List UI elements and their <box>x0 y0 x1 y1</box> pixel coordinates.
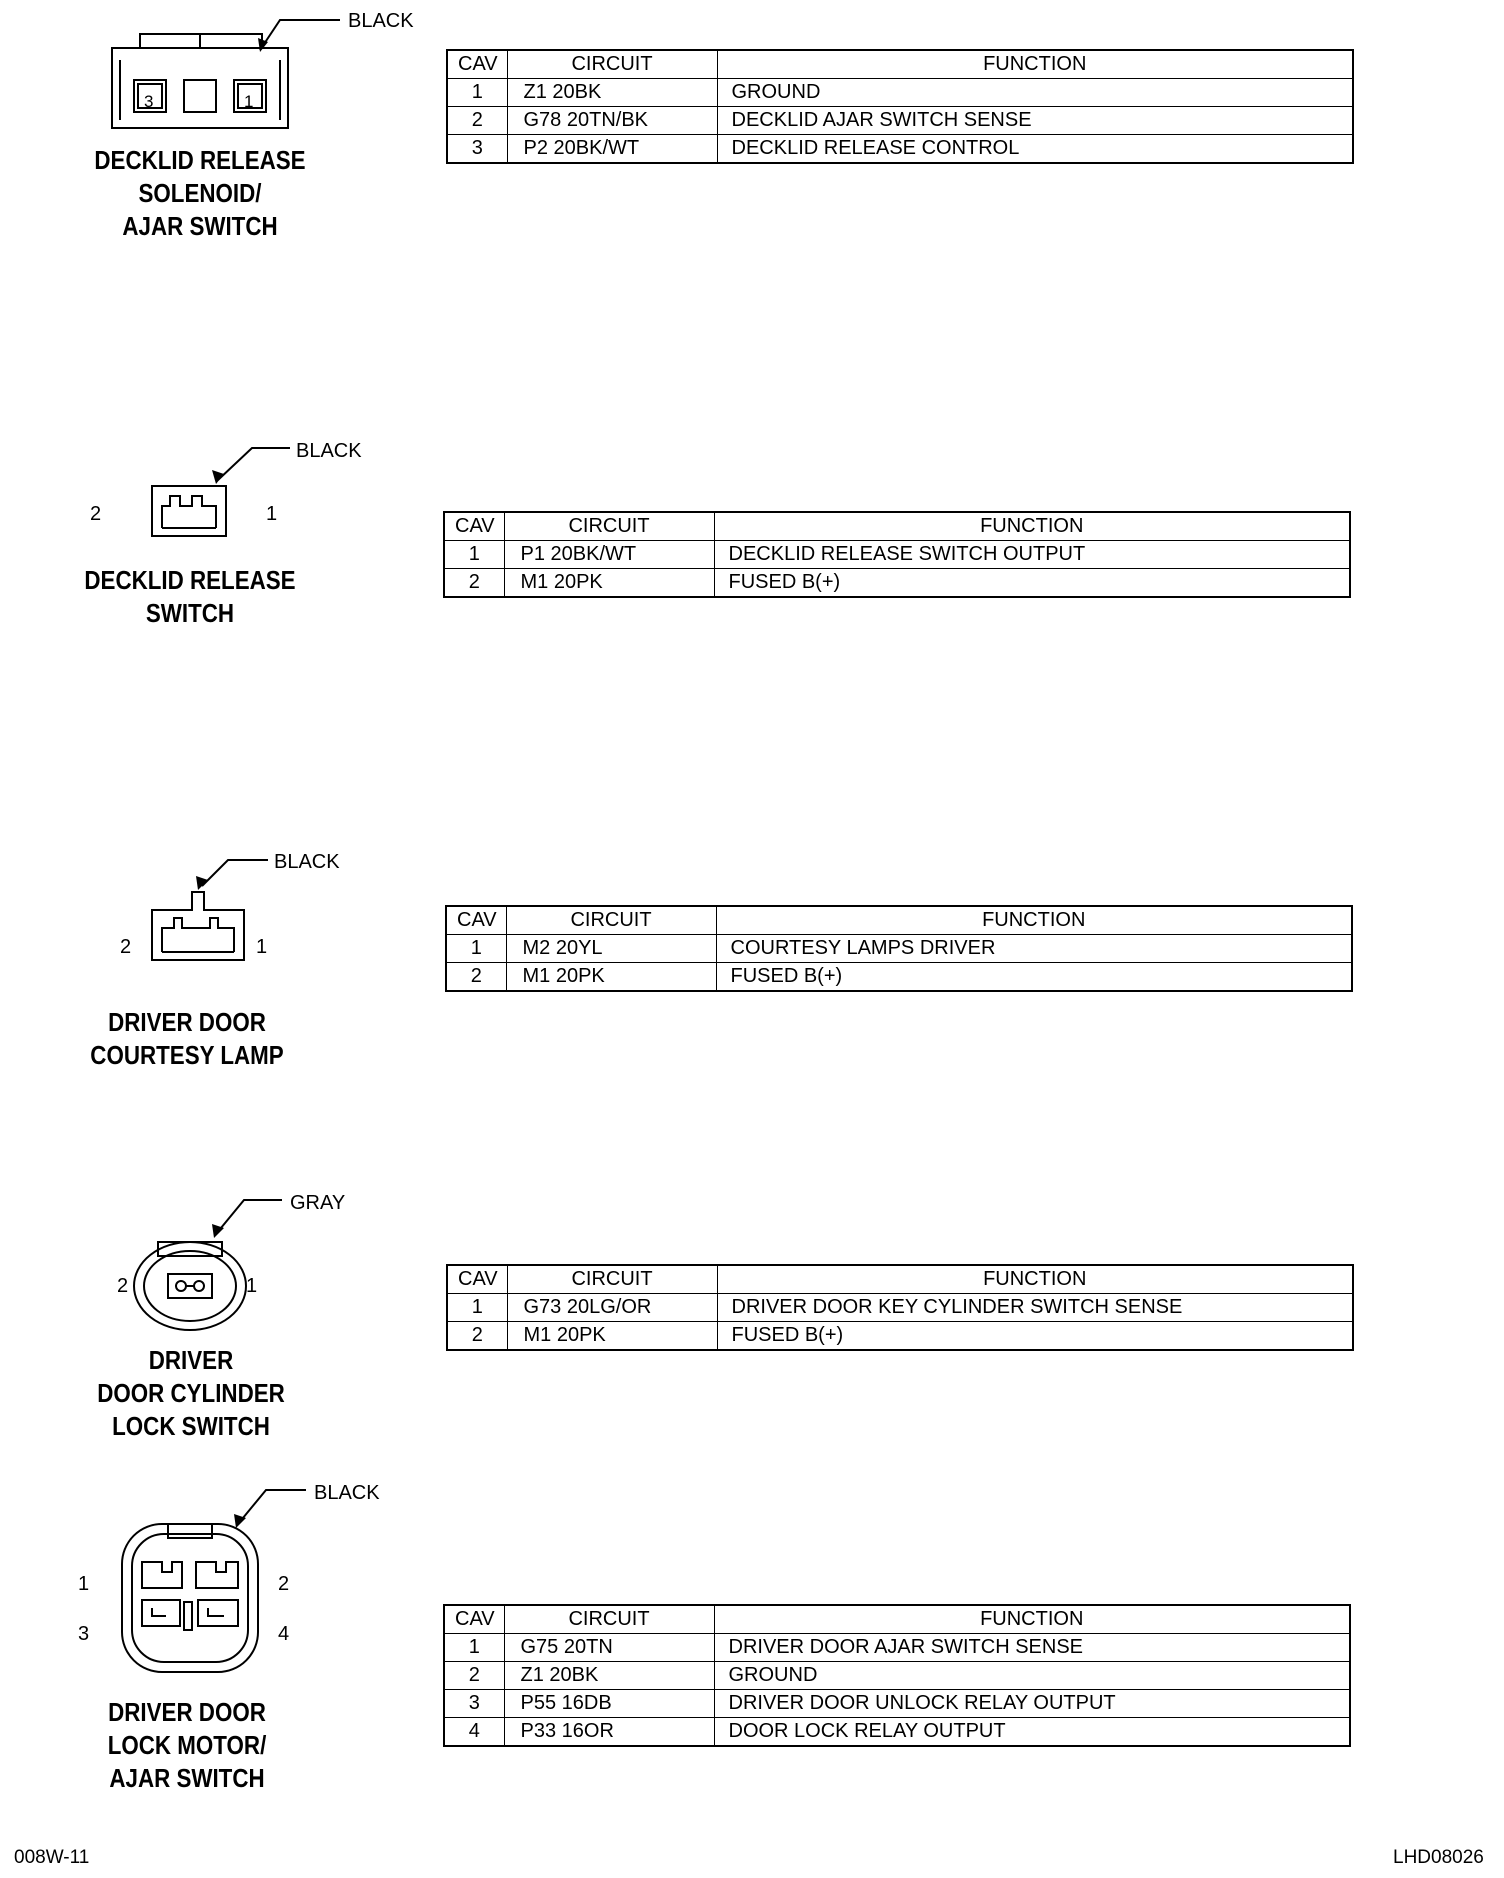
pinout-table <box>445 905 1353 992</box>
circuit-header: CIRCUIT <box>507 50 717 79</box>
cavity-label: 2 <box>117 1275 129 1297</box>
table-header-row <box>447 1265 1353 1294</box>
connector-color-label: BLACK <box>296 440 362 462</box>
connector-title: DRIVER DOOR CYLINDER LOCK SWITCH <box>97 1345 285 1441</box>
function-cell: DRIVER DOOR UNLOCK RELAY OUTPUT <box>714 1690 1350 1718</box>
circuit-cell: P55 16DB <box>504 1690 714 1718</box>
circuit-cell: M1 20PK <box>507 1322 717 1351</box>
function-cell: FUSED B(+) <box>717 1322 1353 1351</box>
cavity-label: 4 <box>278 1623 290 1645</box>
cylinder-lock-switch-connector-drawing <box>120 1200 360 1330</box>
function-cell: GROUND <box>717 79 1353 107</box>
circuit-header: CIRCUIT <box>507 1265 717 1294</box>
cav-cell: 2 <box>447 1322 507 1351</box>
connector-color-label: BLACK <box>314 1482 380 1504</box>
table-row <box>444 1634 1350 1662</box>
connector-title: DRIVER DOOR COURTESY LAMP <box>90 1007 284 1070</box>
table-row <box>444 1718 1350 1747</box>
circuit-cell: P2 20BK/WT <box>507 135 717 164</box>
table-row <box>446 935 1352 963</box>
circuit-header: CIRCUIT <box>504 1605 714 1634</box>
table-header-row <box>444 1605 1350 1634</box>
page-number: 008W-11 <box>14 1847 90 1868</box>
cav-cell: 4 <box>444 1718 504 1747</box>
function-cell: DRIVER DOOR AJAR SWITCH SENSE <box>714 1634 1350 1662</box>
circuit-cell: P1 20BK/WT <box>504 541 714 569</box>
decklid-solenoid-connector-drawing <box>100 20 420 140</box>
function-cell: DRIVER DOOR KEY CYLINDER SWITCH SENSE <box>717 1294 1353 1322</box>
function-cell: DECKLID RELEASE CONTROL <box>717 135 1353 164</box>
circuit-cell: P33 16OR <box>504 1718 714 1747</box>
table-row <box>444 1690 1350 1718</box>
circuit-header: CIRCUIT <box>506 906 716 935</box>
table-header-row <box>446 906 1352 935</box>
cav-cell: 1 <box>444 1634 504 1662</box>
function-header: FUNCTION <box>716 906 1352 935</box>
table-row <box>444 541 1350 569</box>
table-row <box>444 569 1350 598</box>
function-header: FUNCTION <box>717 50 1353 79</box>
connector-color-label: BLACK <box>274 851 340 873</box>
circuit-header: CIRCUIT <box>504 512 714 541</box>
function-cell: COURTESY LAMPS DRIVER <box>716 935 1352 963</box>
table-header-row <box>447 50 1353 79</box>
function-header: FUNCTION <box>714 1605 1350 1634</box>
connector-title: DECKLID RELEASE SWITCH <box>84 565 296 628</box>
cav-header: CAV <box>446 906 506 935</box>
cavity-label: 1 <box>266 503 278 525</box>
figure-id: LHD08026 <box>1393 1847 1484 1868</box>
cav-cell: 2 <box>446 963 506 992</box>
cav-header: CAV <box>444 1605 504 1634</box>
courtesy-lamp-connector-drawing <box>140 860 360 980</box>
circuit-cell: M1 20PK <box>504 569 714 598</box>
cav-cell: 1 <box>447 1294 507 1322</box>
cav-cell: 2 <box>447 107 507 135</box>
table-row <box>447 1294 1353 1322</box>
cavity-label: 2 <box>120 936 132 958</box>
circuit-cell: Z1 20BK <box>504 1662 714 1690</box>
cav-header: CAV <box>447 1265 507 1294</box>
cavity-label: 3 <box>78 1623 90 1645</box>
function-cell: DOOR LOCK RELAY OUTPUT <box>714 1718 1350 1747</box>
function-header: FUNCTION <box>714 512 1350 541</box>
cav-cell: 2 <box>444 569 504 598</box>
cavity-label: 2 <box>278 1573 290 1595</box>
cavity-label: 1 <box>246 1275 258 1297</box>
function-cell: DECKLID RELEASE SWITCH OUTPUT <box>714 541 1350 569</box>
cavity-label: 1 <box>256 936 268 958</box>
table-header-row <box>444 512 1350 541</box>
connector-title: DECKLID RELEASE SOLENOID/ AJAR SWITCH <box>94 145 306 241</box>
connector-color-label: GRAY <box>290 1192 346 1214</box>
table-row <box>447 107 1353 135</box>
cav-header: CAV <box>444 512 504 541</box>
table-row <box>447 1322 1353 1351</box>
pinout-table <box>446 1264 1354 1351</box>
cav-cell: 1 <box>447 79 507 107</box>
function-cell: FUSED B(+) <box>716 963 1352 992</box>
circuit-cell: M1 20PK <box>506 963 716 992</box>
circuit-cell: M2 20YL <box>506 935 716 963</box>
decklid-switch-connector-drawing <box>140 448 360 548</box>
pinout-table <box>446 49 1354 164</box>
circuit-cell: G78 20TN/BK <box>507 107 717 135</box>
table-row <box>447 79 1353 107</box>
function-cell: DECKLID AJAR SWITCH SENSE <box>717 107 1353 135</box>
table-row <box>444 1662 1350 1690</box>
circuit-cell: Z1 20BK <box>507 79 717 107</box>
connector-color-label: BLACK <box>348 10 414 32</box>
circuit-cell: G75 20TN <box>504 1634 714 1662</box>
connector-title: DRIVER DOOR LOCK MOTOR/ AJAR SWITCH <box>107 1697 267 1793</box>
cavity-label: 3 <box>144 92 154 111</box>
cav-cell: 3 <box>447 135 507 164</box>
function-cell: FUSED B(+) <box>714 569 1350 598</box>
function-header: FUNCTION <box>717 1265 1353 1294</box>
cav-cell: 1 <box>446 935 506 963</box>
circuit-cell: G73 20LG/OR <box>507 1294 717 1322</box>
cav-cell: 2 <box>444 1662 504 1690</box>
cavity-label: 2 <box>90 503 102 525</box>
table-row <box>446 963 1352 992</box>
pinout-table <box>443 1604 1351 1747</box>
cav-cell: 1 <box>444 541 504 569</box>
cavity-label: 1 <box>244 92 254 111</box>
cavity-label: 1 <box>78 1573 90 1595</box>
cav-cell: 3 <box>444 1690 504 1718</box>
pinout-table <box>443 511 1351 598</box>
lock-motor-connector-drawing <box>100 1490 360 1690</box>
function-cell: GROUND <box>714 1662 1350 1690</box>
cav-header: CAV <box>447 50 507 79</box>
table-row <box>447 135 1353 164</box>
